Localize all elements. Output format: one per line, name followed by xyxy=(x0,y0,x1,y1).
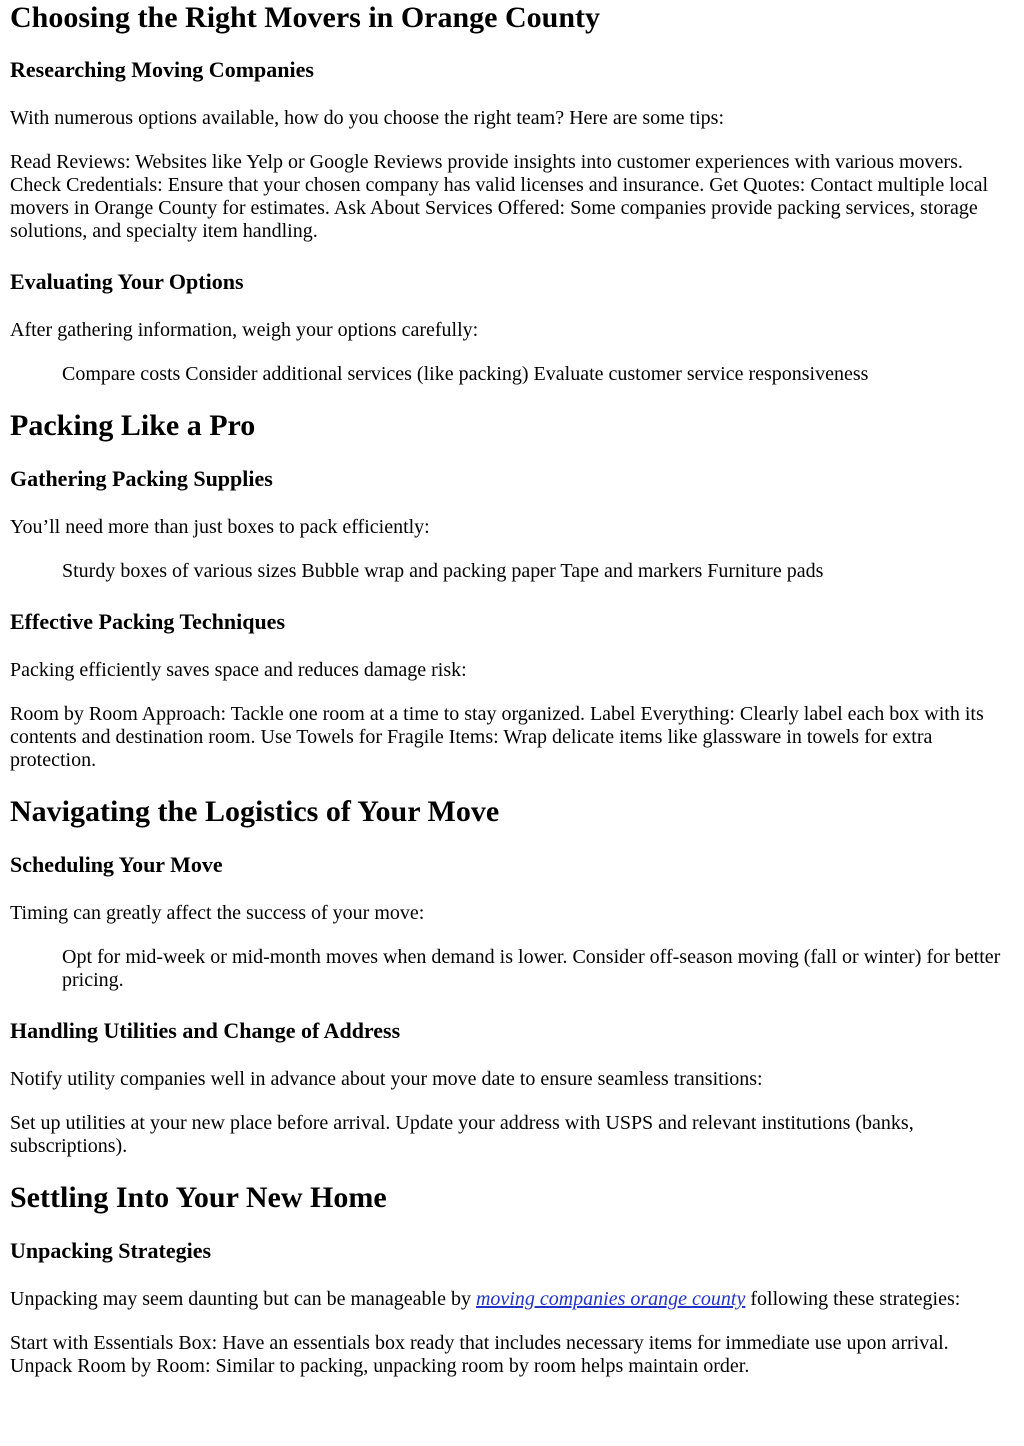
paragraph-techniques-intro: Packing efficiently saves space and reduces damage risk: xyxy=(10,659,467,681)
section-heading-logistics: Navigating the Logistics of Your Move xyxy=(10,795,500,828)
list-scheduling-tips: Opt for mid-week or mid-month moves when demand is lower. Consider off-season moving (fall or winter) for better pricing. xyxy=(62,946,1001,991)
paragraph-unpacking-body: Start with Essentials Box: Have an essentials box ready that includes necessary items for immediate use upon arrival. Unpack Room by Room: Similar to packing, unpacking room by room helps maintain order. xyxy=(10,1332,949,1377)
subheading-packing-techniques: Effective Packing Techniques xyxy=(10,609,286,634)
section-heading-settling: Settling Into Your New Home xyxy=(10,1181,387,1214)
section-heading-choosing-movers: Choosing the Right Movers in Orange County xyxy=(10,1,601,34)
subheading-unpacking-strategies: Unpacking Strategies xyxy=(10,1238,212,1263)
unpacking-intro-text-before: Unpacking may seem daunting but can be manageable by xyxy=(10,1288,476,1310)
subheading-scheduling: Scheduling Your Move xyxy=(10,852,223,877)
subheading-gathering-supplies: Gathering Packing Supplies xyxy=(10,466,273,491)
unpacking-intro-text-after: following these strategies: xyxy=(745,1288,961,1310)
paragraph-researching-tips: Read Reviews: Websites like Yelp or Google Reviews provide insights into customer experiences with various movers. Check Credentials: Ensure that your chosen company has valid licenses and insurance. Get Quotes: Contact multiple local movers in Orange County for estimates. Ask About Services Offered: Some companies provide packing services, storage solutions, and specialty item handling. xyxy=(10,151,989,242)
paragraph-utilities-body: Set up utilities at your new place before arrival. Update your address with USPS and relevant institutions (banks, subscriptions). xyxy=(10,1112,914,1157)
section-heading-packing: Packing Like a Pro xyxy=(10,409,256,442)
paragraph-supplies-intro: You’ll need more than just boxes to pack efficiently: xyxy=(10,516,430,538)
list-packing-supplies: Sturdy boxes of various sizes Bubble wrap and packing paper Tape and markers Furniture pads xyxy=(62,560,824,582)
paragraph-utilities-intro: Notify utility companies well in advance about your move date to ensure seamless transitions: xyxy=(10,1068,763,1090)
paragraph-researching-intro: With numerous options available, how do you choose the right team? Here are some tips: xyxy=(10,107,725,129)
moving-companies-link[interactable]: moving companies orange county xyxy=(475,1288,746,1310)
paragraph-techniques-body: Room by Room Approach: Tackle one room at a time to stay organized. Label Everything: Clearly label each box with its contents and destination room. Use Towels for Fragile Items: Wrap delicate items like glassware in towels for extra protection. xyxy=(10,703,984,771)
subheading-evaluating-options: Evaluating Your Options xyxy=(10,269,244,294)
subheading-researching-companies: Researching Moving Companies xyxy=(10,57,314,82)
paragraph-evaluating-intro: After gathering information, weigh your options carefully: xyxy=(10,319,479,341)
paragraph-scheduling-intro: Timing can greatly affect the success of your move: xyxy=(10,902,425,924)
list-evaluating-options: Compare costs Consider additional services (like packing) Evaluate customer service responsiveness xyxy=(62,363,869,385)
subheading-utilities-address: Handling Utilities and Change of Address xyxy=(10,1018,401,1043)
paragraph-unpacking-intro xyxy=(10,1288,1014,1311)
